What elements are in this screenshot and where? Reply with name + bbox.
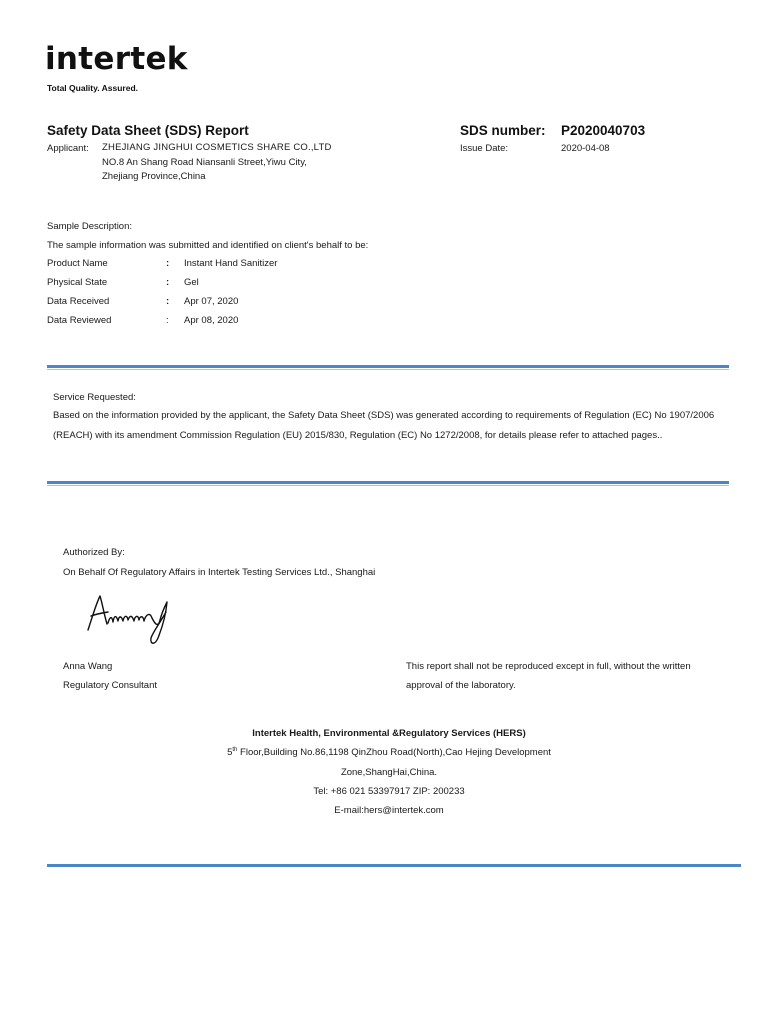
applicant-address-line2: Zhejiang Province,China (102, 171, 206, 182)
sample-row-label: Data Received (47, 296, 110, 307)
issue-date-value: 2020-04-08 (561, 143, 610, 154)
applicant-address-line1: NO.8 An Shang Road Niansanli Street,Yiwu City, (102, 157, 307, 168)
sample-row-value: Gel (184, 277, 199, 288)
sample-heading: Sample Description: (47, 221, 133, 232)
sample-row-separator: : (166, 258, 170, 269)
footer-address-line1 (0, 747, 770, 758)
signature-image (82, 590, 174, 648)
section-divider (47, 365, 729, 368)
intertek-logo: intertek (45, 41, 188, 77)
reproduction-notice-line2: approval of the laboratory. (406, 680, 516, 691)
section-divider-shadow (47, 485, 729, 486)
signer-name: Anna Wang (63, 661, 113, 672)
footer-tel: Tel: +86 021 53397917 ZIP: 200233 (313, 786, 465, 797)
sample-row-label: Data Reviewed (47, 315, 112, 326)
footer-company: Intertek Health, Environmental &Regulatory Services (HERS) (252, 728, 526, 739)
reproduction-notice-line1: This report shall not be reproduced except in full, without the written (406, 661, 691, 672)
on-behalf-text: On Behalf Of Regulatory Affairs in Intertek Testing Services Ltd., Shanghai (63, 567, 376, 578)
bottom-divider (47, 864, 741, 867)
sample-row-separator: : (166, 296, 170, 307)
section-divider (47, 481, 729, 484)
footer-email: E-mail:hers@intertek.com (334, 805, 444, 816)
address-rest: Floor,Building No.86,1198 QinZhou Road(North),Cao Hejing Development (237, 747, 551, 759)
sds-number-label: SDS number: (460, 123, 546, 138)
sds-number-value: P2020040703 (561, 123, 646, 138)
signer-role: Regulatory Consultant (63, 680, 157, 691)
sample-intro: The sample information was submitted and identified on client's behalf to be: (47, 240, 369, 251)
floor-number: 5 (227, 747, 233, 759)
applicant-name: ZHEJIANG JINGHUI COSMETICS SHARE CO.,LTD (102, 142, 332, 153)
service-heading: Service Requested: (53, 392, 136, 403)
sample-row-separator: : (166, 277, 170, 288)
sample-row-label: Product Name (47, 258, 108, 269)
section-divider-shadow (47, 369, 729, 370)
report-title: Safety Data Sheet (SDS) Report (47, 123, 249, 138)
applicant-label: Applicant: (47, 143, 89, 154)
issue-date-label: Issue Date: (460, 143, 509, 154)
sample-row-value: Instant Hand Sanitizer (184, 258, 278, 269)
sample-row-value: Apr 08, 2020 (184, 315, 239, 326)
service-text: Based on the information provided by the applicant, the Safety Data Sheet (SDS) was generated according to requirements of Regulation (EC) No 1907/2006 (REACH) with its amendment Commission Regulation (EU) 2015/830, Regulation (EC) No 1272/2008, for details please refer to attached pages.. (53, 410, 715, 441)
sample-row-separator: : (166, 315, 169, 326)
floor-superscript: th (232, 747, 238, 753)
logo-tagline: Total Quality. Assured. (47, 83, 138, 93)
authorized-by-heading: Authorized By: (63, 547, 125, 558)
sample-row-label: Physical State (47, 277, 108, 288)
footer-address-line2: Zone,ShangHai,China. (340, 767, 438, 778)
sample-row-value: Apr 07, 2020 (184, 296, 239, 307)
